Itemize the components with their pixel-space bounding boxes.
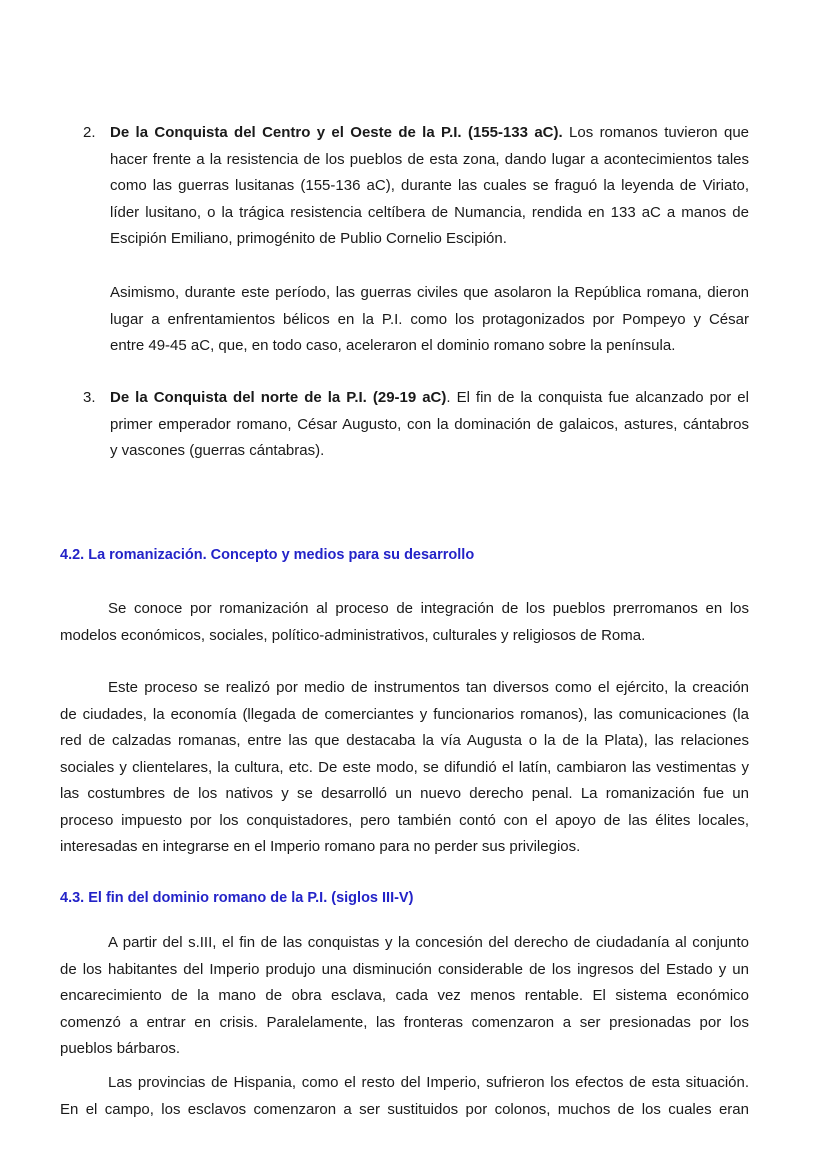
line-text: red de calzadas romanas, entre las que destacaba la vía Augusta o la de la Plata), las relaciones: [60, 732, 749, 749]
section-heading-4-2: 4.2. La romanización. Concepto y medios para su desarrollo: [60, 547, 475, 563]
paragraph: [60, 1070, 749, 1123]
line-text: primer emperador romano, César Augusto, con la dominación de galaicos, astures, cántabros: [110, 415, 749, 433]
list-number: 2.: [83, 124, 96, 141]
text-line: [60, 1010, 749, 1037]
line-text: A partir del s.III, el fin de las conquistas y la concesión del derecho de ciudadanía al conjunto: [108, 934, 749, 951]
section-heading-4-3: 4.3. El fin del dominio romano de la P.I. (siglos III-V): [60, 890, 414, 906]
line-text: de ciudades, la economía (llegada de comerciantes y funcionarios romanos), las comunicaciones (la: [60, 705, 749, 723]
line-text: En el campo, los esclavos comenzaron a ser sustituidos por colonos, muchos de los cuales eran: [60, 1100, 749, 1118]
line-text: comenzó a entrar en crisis. Paralelamente, las fronteras comenzaron a ser presionadas por los: [60, 1013, 749, 1031]
paragraph: [60, 930, 749, 1063]
text-line: [60, 808, 749, 835]
line-text: . El fin de la conquista fue alcanzado por el: [446, 389, 749, 406]
text-line: [60, 983, 749, 1010]
text-line: [110, 333, 749, 360]
text-line: [60, 1036, 749, 1063]
line-text: lugar a enfrentamientos bélicos en la P.I. como los protagonizados por Pompeyo y César: [110, 310, 749, 328]
line-text: encarecimiento de la mano de obra esclava, cada vez menos rentable. El sistema económico: [60, 987, 749, 1004]
line-text: Las provincias de Hispania, como el resto del Imperio, sufrieron los efectos de esta situación.: [108, 1074, 749, 1091]
line-text: sociales y clientelares, la cultura, etc. De este modo, se difundió el latín, cambiaron las vestimentas y: [60, 758, 749, 776]
text-line: [60, 834, 749, 861]
text-line: [110, 280, 749, 307]
line-text: Los romanos tuvieron que: [562, 124, 750, 141]
text-line: [110, 226, 749, 253]
text-line: [60, 1070, 749, 1097]
text-line: [60, 728, 749, 755]
line-text: de los habitantes del Imperio produjo una disminución considerable de los ingresos del Estado y un: [60, 960, 749, 978]
text-line: [60, 1097, 749, 1124]
text-line: [110, 438, 749, 465]
list-item-2: [83, 120, 750, 253]
line-text: entre 49-45 aC, que, en todo caso, aceleraron el dominio romano sobre la península.: [110, 337, 676, 354]
text-line: [110, 173, 749, 200]
text-line: [60, 623, 749, 650]
paragraph: [60, 675, 749, 861]
text-line: [110, 120, 749, 147]
line-text: líder lusitano, o la trágica resistencia celtíbera de Numancia, rendida en 133 aC a manos de: [110, 203, 749, 221]
bold-title: De la Conquista del norte de la P.I. (29-19 aC): [110, 389, 447, 406]
line-text: Este proceso se realizó por medio de instrumentos tan diversos como el ejército, la creación: [108, 679, 749, 696]
line-text: hacer frente a la resistencia de los pueblos de esta zona, dando lugar a acontecimientos tales: [110, 150, 749, 168]
line-text: como las guerras lusitanas (155-136 aC), durante las cuales se fraguó la leyenda de Viriato,: [110, 177, 749, 194]
text-line: [60, 755, 749, 782]
text-line: [60, 781, 749, 808]
line-text: Escipión Emiliano, primogénito de Publio Cornelio Escipión.: [110, 230, 507, 247]
line-text: proceso impuesto por los conquistadores, pero también contó con el apoyo de las élites locales,: [60, 811, 749, 829]
text-line: [110, 385, 749, 412]
line-text: Asimismo, durante este período, las guerras civiles que asolaron la República romana, dieron: [110, 284, 749, 301]
text-line: [60, 596, 749, 623]
text-line: [110, 200, 749, 227]
list-item-2-extra-paragraph: [110, 280, 749, 360]
line-text: Se conoce por romanización al proceso de integración de los pueblos prerromanos en los: [108, 600, 749, 617]
text-line: [60, 675, 749, 702]
text-line: [60, 930, 749, 957]
text-line: [60, 957, 749, 984]
line-text: modelos económicos, sociales, político-administrativos, culturales y religiosos de Roma.: [60, 626, 646, 644]
line-text: pueblos bárbaros.: [60, 1040, 181, 1057]
text-line: [60, 702, 749, 729]
list-number: 3.: [83, 389, 96, 406]
text-line: [110, 307, 749, 334]
text-line: [110, 147, 749, 174]
paragraph: [60, 596, 749, 649]
line-text: y vascones (guerras cántabras).: [110, 442, 325, 459]
list-item-3: [83, 385, 749, 465]
line-text: interesadas en integrarse en el Imperio romano para no perder sus privilegios.: [60, 838, 581, 855]
text-line: [110, 412, 749, 439]
bold-title: De la Conquista del Centro y el Oeste de la P.I. (155-133 aC).: [110, 124, 563, 141]
line-text: las costumbres de los nativos y se desarrolló un nuevo derecho penal. La romanización fue un: [60, 785, 749, 802]
